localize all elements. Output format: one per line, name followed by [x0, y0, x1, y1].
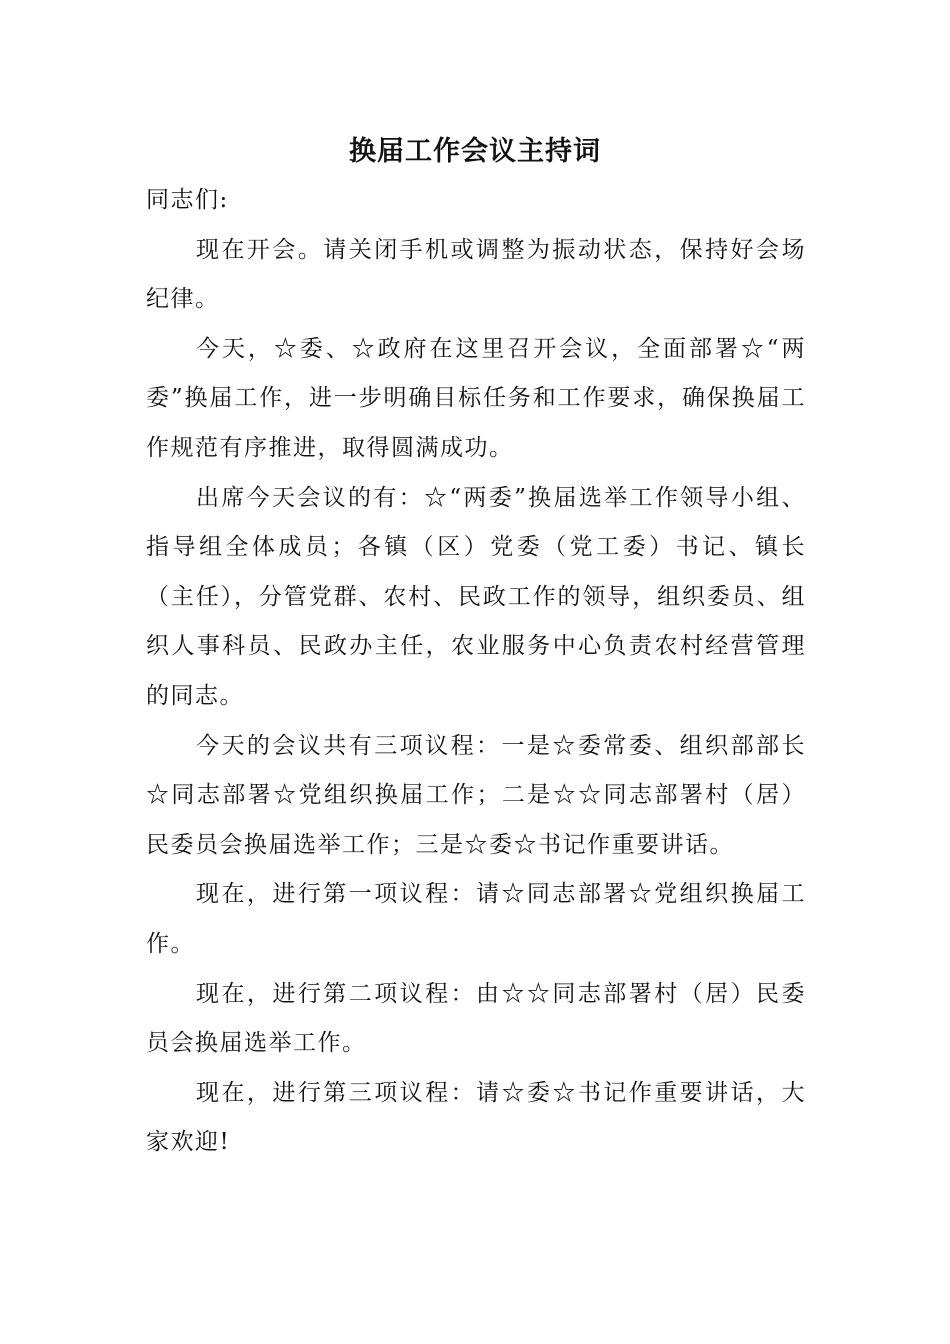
paragraph-opening: 现在开会。请关闭手机或调整为振动状态，保持好会场纪律。	[146, 236, 806, 313]
paragraph-agenda-item-2: 现在，进行第二项议程：由☆☆同志部署村（居）民委员会换届选举工作。	[146, 980, 806, 1057]
paragraph-agenda: 今天的会议共有三项议程：一是☆委常委、组织部部长☆同志部署☆党组织换届工作；二是☆☆同志部署村（居）民委员会换届选举工作；三是☆委☆书记作重要讲话。	[146, 732, 806, 858]
paragraph-purpose: 今天，☆委、☆政府在这里召开会议，全面部署☆“两委”换届工作，进一步明确目标任务和工作要求，确保换届工作规范有序推进，取得圆满成功。	[146, 335, 806, 461]
document-title: 换届工作会议主持词	[349, 136, 601, 167]
paragraph-agenda-item-3: 现在，进行第三项议程：请☆委☆书记作重要讲话，大家欢迎!	[146, 1079, 806, 1156]
document-body	[146, 176, 806, 1168]
paragraph-agenda-item-1: 现在，进行第一项议程：请☆同志部署☆党组织换届工作。	[146, 881, 806, 957]
paragraph-attendees: 出席今天会议的有：☆“两委”换届选举工作领导小组、指导组全体成员；各镇（区）党委（党工委）书记、镇长（主任），分管党群、农村、民政工作的领导，组织委员、组织人事科员、民政办主任，农业服务中心负责农村经营管理的同志。	[146, 484, 806, 709]
salutation: 同志们:	[146, 187, 229, 213]
